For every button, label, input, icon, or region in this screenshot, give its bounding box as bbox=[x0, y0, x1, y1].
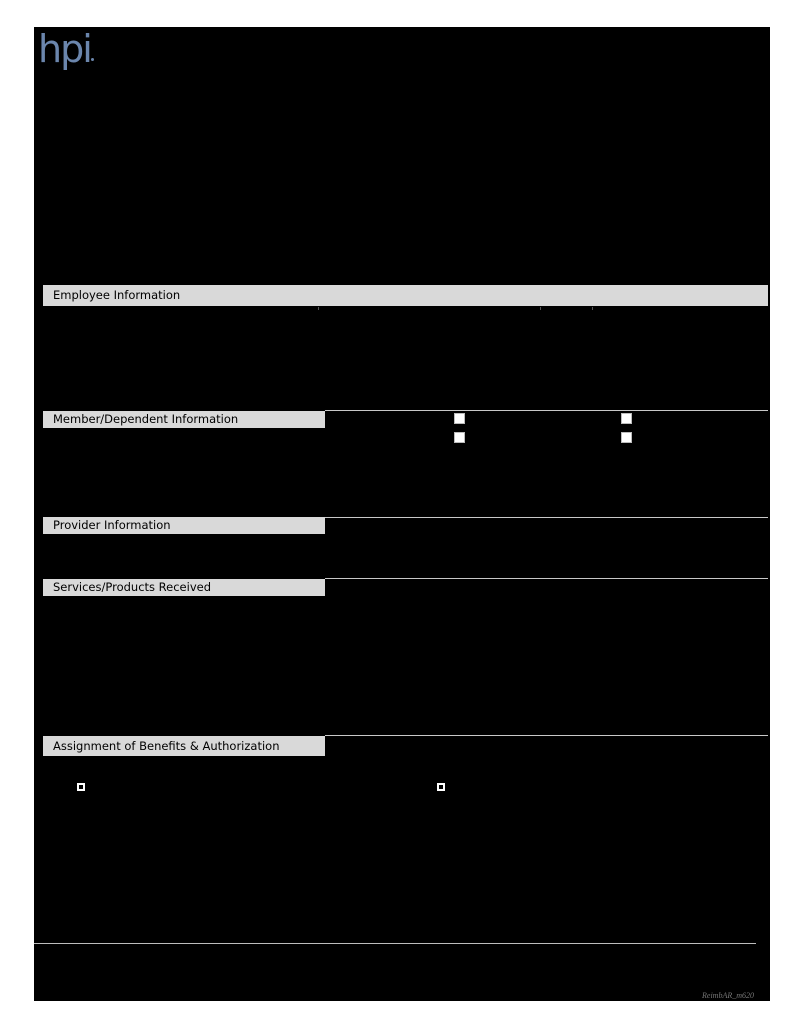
form-code: ReimbAR_m620 bbox=[702, 991, 754, 1000]
section-header-assignment-of-benefits-authorization: Assignment of Benefits & Authorization bbox=[43, 736, 325, 756]
hpi-logo: hpi bbox=[38, 27, 91, 71]
section-header-services-products-received: Services/Products Received bbox=[43, 579, 325, 596]
section-header-provider-information: Provider Information bbox=[43, 517, 325, 534]
member-checkbox-4[interactable] bbox=[621, 432, 632, 443]
member-checkbox-3[interactable] bbox=[454, 432, 465, 443]
employee-field-divider-3 bbox=[592, 307, 593, 310]
employee-field-divider-2 bbox=[540, 307, 541, 310]
footer-rule bbox=[34, 943, 756, 944]
member-checkbox-2[interactable] bbox=[621, 413, 632, 424]
reimbursement-form-page bbox=[34, 27, 770, 1001]
services-section-rule bbox=[325, 578, 768, 579]
section-header-employee-information: Employee Information bbox=[43, 285, 768, 306]
member-section-rule bbox=[325, 410, 768, 411]
section-header-member-dependent-information: Member/Dependent Information bbox=[43, 411, 325, 428]
assignment-checkbox-1[interactable] bbox=[77, 783, 85, 791]
provider-section-rule bbox=[325, 517, 768, 518]
employee-field-divider-1 bbox=[318, 307, 319, 310]
member-checkbox-1[interactable] bbox=[454, 413, 465, 424]
logo-mark-dot bbox=[91, 58, 94, 61]
assignment-checkbox-2[interactable] bbox=[437, 783, 445, 791]
assignment-section-rule bbox=[325, 735, 768, 736]
